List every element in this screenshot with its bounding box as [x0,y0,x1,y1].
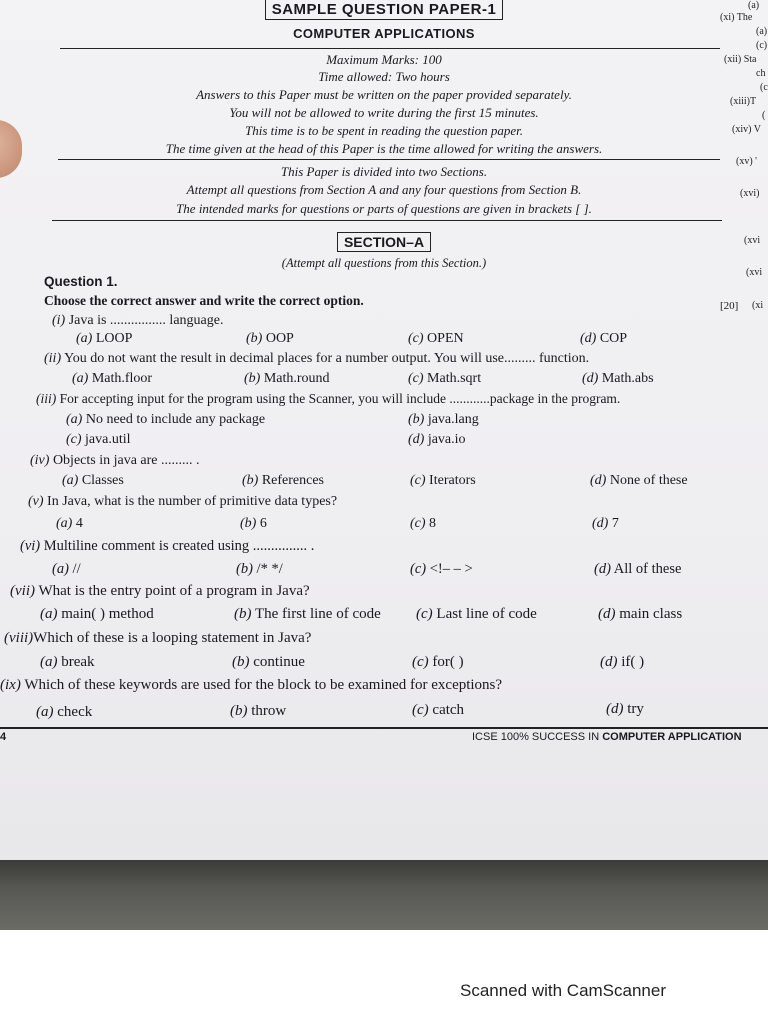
margin-text: (xvi [746,267,763,278]
question-item: (viii)Which of these is a looping statement in Java? [4,630,312,646]
question-item: (i) Java is ................ language. [52,313,224,328]
question-item: (iii) For accepting input for the program using the Scanner, you will include ............package in the program. [36,391,621,406]
option: (c) for( ) [412,654,464,670]
page-number: 4 [0,731,7,743]
section-info-line: The intended marks for questions or parts of questions are given in brackets [ ]. [176,201,592,216]
margin-text: (xi [752,300,764,311]
desk-background [0,860,768,930]
margin-text: (c) [756,40,768,51]
margin-text: (xi) The [720,12,753,23]
option: (c) OPEN [408,331,464,346]
margin-text: (xiii)T [730,96,757,107]
subject-title: COMPUTER APPLICATIONS [293,26,475,41]
option: (d) try [606,701,644,717]
option: (b) java.lang [408,412,479,427]
option: (c) Last line of code [416,606,537,622]
question-item: (iv) Objects in java are ......... . [30,453,200,468]
instruction-line: The time given at the head of this Paper is the time allowed for writing the answers. [165,141,603,156]
option: (c) Math.sqrt [408,371,482,386]
instruction-line: Answers to this Paper must be written on the paper provided separately. [196,87,572,102]
paper-title-wrapper [0,1,768,19]
instruction-line: This time is to be spent in reading the question paper. [245,123,523,138]
option: (c) <!– – > [410,561,473,577]
section-a-title-wrapper [0,234,768,252]
book-title: ICSE 100% SUCCESS IN COMPUTER APPLICATION [472,731,742,743]
option: (b) OOP [246,331,294,346]
option: (a) Math.floor [72,371,153,386]
option: (a) main( ) method [40,606,154,622]
question-item: (ii) You do not want the result in decimal places for a number output. You will use......... function. [44,351,590,366]
margin-text: ch [756,68,766,79]
option: (a) LOOP [76,331,133,346]
camscanner-watermark: Scanned with CamScanner [460,981,667,1000]
option: (b) /* */ [236,561,283,577]
margin-text: (c [760,82,768,93]
option: (d) main class [598,606,683,622]
option: (c) Iterators [410,473,476,488]
option: (b) throw [230,703,287,719]
option: (a) break [40,654,95,670]
time-allowed: Time allowed: Two hours [318,69,450,84]
question-item: (vii) What is the entry point of a program in Java? [10,583,310,599]
option: (b) References [242,473,325,488]
margin-text: (xvi) [740,188,760,199]
margin-text: ( [762,110,766,121]
margin-text: (a) [756,26,768,37]
option: (d) Math.abs [582,371,654,386]
option: (d) 7 [592,516,619,531]
margin-text: (a) [748,0,760,11]
question-item: (v) In Java, what is the number of primitive data types? [28,494,338,509]
option: (b) continue [232,654,305,670]
margin-text: (xvi [744,235,761,246]
option: (b) The first line of code [234,606,381,622]
option: (a) check [36,704,93,720]
option: (c) java.util [66,432,131,447]
option: (a) // [52,561,81,577]
option: (c) 8 [410,516,437,531]
section-info-line: This Paper is divided into two Sections. [280,164,488,179]
section-info-rule [52,220,722,221]
section-info-line: Attempt all questions from Section A and any four questions from Section B. [186,182,582,197]
margin-text: (xii) Sta [724,54,757,65]
footer-rule [0,727,768,729]
option: (c) catch [412,702,465,718]
option: (d) if( ) [600,654,645,670]
max-marks: Maximum Marks: 100 [326,52,442,67]
question-item: (ix) Which of these keywords are used for the block to be examined for exceptions? [0,677,503,693]
section-a-subtitle: (Attempt all questions from this Section.) [281,256,487,270]
question-1-instruction: Choose the correct answer and write the correct option. [44,293,364,308]
marks-bracket: [20] [720,300,739,312]
option: (a) No need to include any package [66,412,266,427]
option: (d) None of these [590,473,688,488]
option: (a) 4 [56,516,83,531]
question-item: (vi) Multiline comment is created using ............... . [20,538,315,554]
option: (d) All of these [594,561,682,577]
option: (d) java.io [408,432,466,447]
section-a-title: SECTION–A [337,232,431,252]
instruction-line: You will not be allowed to write during the first 15 minutes. [229,105,539,120]
right-margin-column [718,0,768,760]
option: (b) Math.round [244,371,330,386]
instruction-rule [58,159,720,160]
option: (a) Classes [62,473,124,488]
margin-text: (xv) ' [736,156,757,167]
option: (b) 6 [240,516,267,531]
paper-title: SAMPLE QUESTION PAPER-1 [265,0,504,20]
header-rule [60,48,720,49]
margin-text: (xiv) V [732,124,761,135]
question-1-title: Question 1. [44,274,118,289]
option: (d) COP [580,331,628,346]
